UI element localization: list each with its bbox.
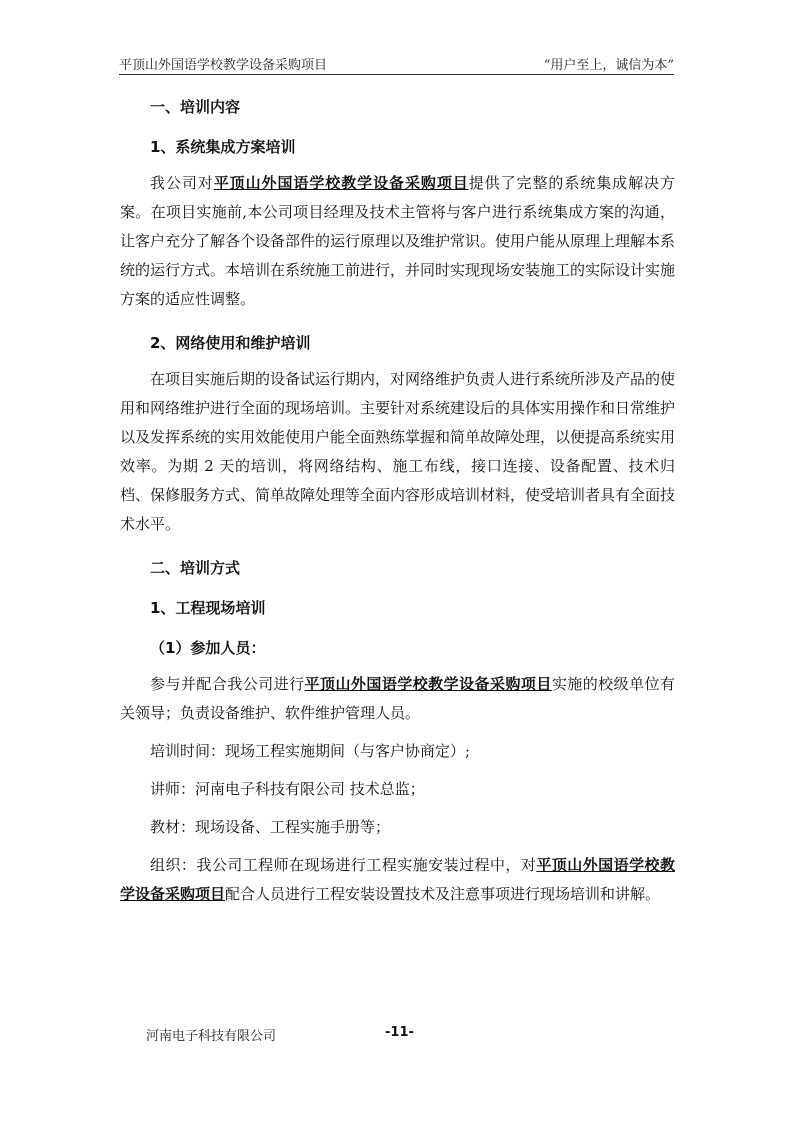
paragraph-text: 参与并配合我公司进行 <box>150 675 305 693</box>
subheading-system-integration: 1、系统集成方案培训 <box>150 138 296 156</box>
page-number: -11- <box>385 1025 414 1040</box>
project-name-highlight: 平顶山外国语学校教学设备采购项目 <box>304 675 552 693</box>
subheading-participants: （1）参加人员： <box>150 639 266 657</box>
training-materials: 教材：现场设备、工程实施手册等； <box>150 818 391 836</box>
training-time: 培训时间：现场工程实施期间（与客户协商定）; <box>150 742 471 760</box>
section-heading-training-content: 一、培训内容 <box>150 98 241 116</box>
footer-company: 河南电子科技有限公司 <box>146 1029 277 1044</box>
paragraph-text: 实施的校级单位有关领导；负责设备维护、软件维护管理人员。 <box>120 675 675 722</box>
section-heading-training-method: 二、培训方式 <box>150 559 241 577</box>
header-slogan: “用户至上，诚信为本” <box>543 58 674 73</box>
subheading-onsite-training: 1、工程现场培训 <box>150 599 266 617</box>
paragraph-text: 组织：我公司工程师在现场进行工程实施安装过程中，对 <box>150 856 537 874</box>
document-body <box>120 92 675 909</box>
paragraph-participants <box>120 670 675 728</box>
paragraph-network-maintenance: 在项目实施后期的设备试运行期内，对网络维护负责人进行系统所涉及产品的使用和网络维护进行全面的现场培训。主要针对系统建设后的具体实用操作和日常维护以及发挥系统的实用效能使用户能全面熟练掌握和简单故障处理，以便提高系统实用效率。为期 2 天的培训，将网络结构、施工布线，接口连接、设备配置、技术归档、保修服务方式、简单故障处理等全面内容形成培训材料，使受培训者具有全面技术水平。 <box>120 370 676 533</box>
subheading-network-maintenance: 2、网络使用和维护培训 <box>150 334 311 352</box>
header-project-title: 平顶山外国语学校教学设备采购项目 <box>119 58 328 73</box>
paragraph-text: 配合人员进行工程安装设置技术及注意事项进行现场培训和讲解。 <box>225 885 661 903</box>
project-name-highlight: 平顶山外国语学校教学设备采购项目 <box>213 174 469 192</box>
paragraph-system-integration <box>120 169 675 314</box>
paragraph-text: 提供了完整的系统集成解决方案。在项目实施前,本公司项目经理及技术主管将与客户进行系统集成方案的沟通，让客户充分了解各个设备部件的运行原理以及维护常识。使用户能从原理上理解本系统的运行方式。本培训在系统施工前进行，并同时实现现场安装施工的实际设计实施方案的适应性调整。 <box>120 174 676 308</box>
paragraph-organization <box>120 851 675 909</box>
paragraph-text: 我公司对 <box>150 174 214 192</box>
project-name-highlight: 平顶山外国语学校教学设备采购项目 <box>120 856 675 903</box>
training-lecturer: 讲师：河南电子科技有限公司 技术总监； <box>150 780 425 798</box>
page-header <box>119 52 674 75</box>
